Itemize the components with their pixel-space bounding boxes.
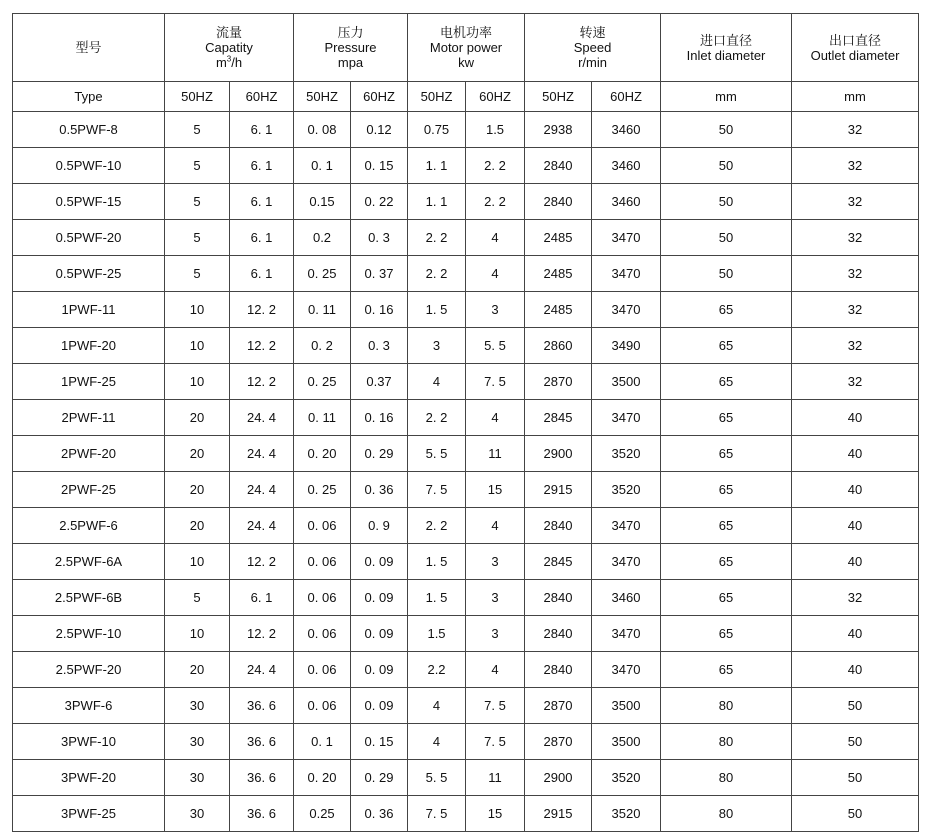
cell-pressure-60hz: 0. 3	[351, 328, 408, 364]
cell-pressure-60hz: 0. 09	[351, 652, 408, 688]
cell-speed-50hz: 2845	[525, 544, 592, 580]
cell-speed-50hz: 2915	[525, 796, 592, 832]
cell-pressure-60hz: 0. 09	[351, 580, 408, 616]
cell-flow-50hz: 10	[165, 328, 230, 364]
header-outlet	[792, 14, 919, 82]
header-power-en: Motor power	[429, 40, 503, 55]
table-row	[13, 184, 919, 220]
cell-pressure-50hz: 0. 06	[294, 616, 351, 652]
header-flow-unit: $m^3/h$	[215, 54, 243, 70]
cell-power-60hz: 4	[466, 508, 525, 544]
cell-power-60hz: 1.5	[466, 112, 525, 148]
header-pressure-unit: mpa	[337, 55, 364, 70]
cell-pressure-50hz: 0. 25	[294, 364, 351, 400]
header-row	[13, 14, 919, 82]
cell-flow-50hz: 5	[165, 580, 230, 616]
cell-power-50hz: 2. 2	[408, 220, 466, 256]
subheader-speed-50hz: 50HZ	[525, 82, 592, 112]
cell-speed-50hz: 2900	[525, 436, 592, 472]
cell-flow-60hz: 36. 6	[230, 724, 294, 760]
cell-pressure-60hz: 0. 16	[351, 292, 408, 328]
cell-model: 2.5PWF-6A	[13, 544, 165, 580]
cell-pressure-60hz: 0. 22	[351, 184, 408, 220]
subheader-power-50hz: 50HZ	[408, 82, 466, 112]
cell-pressure-50hz: 0. 25	[294, 256, 351, 292]
cell-outlet-diameter: 32	[792, 328, 919, 364]
cell-power-50hz: 0.75	[408, 112, 466, 148]
cell-inlet-diameter: 80	[661, 796, 792, 832]
cell-speed-50hz: 2840	[525, 580, 592, 616]
table-row	[13, 436, 919, 472]
cell-speed-60hz: 3470	[592, 508, 661, 544]
header-flow-en: Capatity	[205, 40, 253, 55]
cell-inlet-diameter: 65	[661, 544, 792, 580]
cell-pressure-50hz: 0. 06	[294, 652, 351, 688]
cell-outlet-diameter: 32	[792, 112, 919, 148]
cell-pressure-60hz: 0. 29	[351, 760, 408, 796]
header-power	[408, 14, 525, 82]
cell-flow-60hz: 36. 6	[230, 796, 294, 832]
subheader-outlet-unit: mm	[792, 82, 919, 112]
cell-model: 2.5PWF-6	[13, 508, 165, 544]
cell-flow-50hz: 5	[165, 220, 230, 256]
cell-inlet-diameter: 65	[661, 400, 792, 436]
cell-speed-60hz: 3500	[592, 364, 661, 400]
table-row	[13, 472, 919, 508]
cell-inlet-diameter: 50	[661, 148, 792, 184]
cell-pressure-60hz: 0. 29	[351, 436, 408, 472]
cell-power-60hz: 7. 5	[466, 688, 525, 724]
cell-speed-60hz: 3520	[592, 796, 661, 832]
cell-power-50hz: 2.2	[408, 652, 466, 688]
cell-pressure-60hz: 0.12	[351, 112, 408, 148]
cell-inlet-diameter: 65	[661, 364, 792, 400]
subheader-speed-60hz: 60HZ	[592, 82, 661, 112]
cell-power-60hz: 4	[466, 652, 525, 688]
subheader-type: Type	[13, 82, 165, 112]
cell-speed-60hz: 3470	[592, 292, 661, 328]
cell-pressure-50hz: 0. 06	[294, 508, 351, 544]
cell-pressure-50hz: 0. 06	[294, 688, 351, 724]
header-inlet-en: Inlet diameter	[686, 47, 766, 63]
subheader-flow-50hz: 50HZ	[165, 82, 230, 112]
cell-speed-60hz: 3500	[592, 724, 661, 760]
cell-inlet-diameter: 65	[661, 436, 792, 472]
cell-speed-50hz: 2840	[525, 184, 592, 220]
header-outlet-cn: 出口直径	[829, 32, 882, 48]
header-model	[13, 14, 165, 82]
cell-pressure-60hz: 0. 09	[351, 688, 408, 724]
cell-pressure-60hz: 0. 09	[351, 616, 408, 652]
cell-outlet-diameter: 32	[792, 220, 919, 256]
cell-inlet-diameter: 65	[661, 472, 792, 508]
cell-outlet-diameter: 40	[792, 652, 919, 688]
cell-speed-50hz: 2485	[525, 292, 592, 328]
table-row	[13, 400, 919, 436]
cell-flow-60hz: 12. 2	[230, 544, 294, 580]
cell-flow-50hz: 10	[165, 616, 230, 652]
cell-outlet-diameter: 32	[792, 292, 919, 328]
cell-power-60hz: 7. 5	[466, 364, 525, 400]
cell-flow-50hz: 20	[165, 508, 230, 544]
cell-power-50hz: 2. 2	[408, 400, 466, 436]
cell-speed-50hz: 2900	[525, 760, 592, 796]
cell-inlet-diameter: 50	[661, 184, 792, 220]
cell-pressure-60hz: 0. 36	[351, 472, 408, 508]
cell-pressure-50hz: 0. 20	[294, 760, 351, 796]
cell-model: 0.5PWF-8	[13, 112, 165, 148]
cell-flow-50hz: 10	[165, 292, 230, 328]
cell-power-50hz: 7. 5	[408, 796, 466, 832]
header-speed-unit: r/min	[578, 55, 607, 70]
cell-speed-50hz: 2870	[525, 688, 592, 724]
cell-outlet-diameter: 40	[792, 436, 919, 472]
cell-model: 2PWF-11	[13, 400, 165, 436]
cell-power-50hz: 1. 5	[408, 292, 466, 328]
cell-speed-50hz: 2938	[525, 112, 592, 148]
cell-power-60hz: 15	[466, 796, 525, 832]
cell-outlet-diameter: 40	[792, 400, 919, 436]
cell-outlet-diameter: 40	[792, 616, 919, 652]
subheader-flow-60hz: 60HZ	[230, 82, 294, 112]
header-pressure	[294, 14, 408, 82]
subheader-inlet-unit: mm	[661, 82, 792, 112]
cell-speed-60hz: 3470	[592, 220, 661, 256]
cell-speed-60hz: 3520	[592, 760, 661, 796]
spec-table-container	[12, 13, 919, 832]
cell-flow-50hz: 20	[165, 400, 230, 436]
cell-model: 2.5PWF-10	[13, 616, 165, 652]
cell-pressure-50hz: 0. 2	[294, 328, 351, 364]
table-row	[13, 688, 919, 724]
table-row	[13, 112, 919, 148]
cell-speed-60hz: 3460	[592, 184, 661, 220]
cell-flow-60hz: 6. 1	[230, 256, 294, 292]
cell-outlet-diameter: 40	[792, 508, 919, 544]
cell-power-50hz: 4	[408, 688, 466, 724]
cell-speed-60hz: 3460	[592, 148, 661, 184]
cell-speed-60hz: 3460	[592, 580, 661, 616]
cell-speed-60hz: 3520	[592, 472, 661, 508]
cell-speed-50hz: 2860	[525, 328, 592, 364]
cell-power-50hz: 7. 5	[408, 472, 466, 508]
cell-speed-50hz: 2840	[525, 652, 592, 688]
cell-flow-50hz: 30	[165, 724, 230, 760]
cell-pressure-60hz: 0. 3	[351, 220, 408, 256]
cell-power-60hz: 3	[466, 580, 525, 616]
cell-pressure-50hz: 0. 1	[294, 148, 351, 184]
cell-power-50hz: 2. 2	[408, 508, 466, 544]
table-row	[13, 724, 919, 760]
cell-outlet-diameter: 40	[792, 544, 919, 580]
cell-outlet-diameter: 50	[792, 760, 919, 796]
cell-flow-50hz: 20	[165, 652, 230, 688]
cell-flow-50hz: 10	[165, 364, 230, 400]
cell-flow-60hz: 6. 1	[230, 220, 294, 256]
table-row	[13, 256, 919, 292]
cell-pressure-60hz: 0. 09	[351, 544, 408, 580]
cell-flow-50hz: 5	[165, 112, 230, 148]
cell-model: 0.5PWF-15	[13, 184, 165, 220]
cell-flow-50hz: 30	[165, 760, 230, 796]
cell-pressure-50hz: 0. 11	[294, 400, 351, 436]
cell-speed-60hz: 3470	[592, 544, 661, 580]
cell-pressure-60hz: 0. 15	[351, 724, 408, 760]
cell-speed-60hz: 3460	[592, 112, 661, 148]
table-row	[13, 760, 919, 796]
cell-speed-60hz: 3490	[592, 328, 661, 364]
cell-pressure-50hz: 0. 20	[294, 436, 351, 472]
cell-outlet-diameter: 32	[792, 148, 919, 184]
table-row	[13, 652, 919, 688]
cell-pressure-60hz: 0. 36	[351, 796, 408, 832]
cell-speed-50hz: 2485	[525, 256, 592, 292]
cell-outlet-diameter: 32	[792, 580, 919, 616]
cell-pressure-50hz: 0.15	[294, 184, 351, 220]
cell-power-60hz: 3	[466, 544, 525, 580]
cell-pressure-50hz: 0. 25	[294, 472, 351, 508]
subheader-row	[13, 82, 919, 112]
cell-flow-50hz: 20	[165, 472, 230, 508]
cell-inlet-diameter: 80	[661, 724, 792, 760]
cell-flow-60hz: 36. 6	[230, 760, 294, 796]
cell-inlet-diameter: 80	[661, 760, 792, 796]
cell-flow-60hz: 12. 2	[230, 292, 294, 328]
cell-speed-60hz: 3470	[592, 256, 661, 292]
table-row	[13, 292, 919, 328]
cell-pressure-50hz: 0. 08	[294, 112, 351, 148]
cell-speed-60hz: 3470	[592, 652, 661, 688]
cell-speed-60hz: 3470	[592, 400, 661, 436]
cell-power-60hz: 7. 5	[466, 724, 525, 760]
header-power-cn: 电机功率	[440, 25, 493, 40]
header-inlet-cn: 进口直径	[700, 32, 753, 48]
cell-outlet-diameter: 50	[792, 796, 919, 832]
cell-flow-50hz: 10	[165, 544, 230, 580]
cell-flow-60hz: 24. 4	[230, 472, 294, 508]
cell-flow-50hz: 20	[165, 436, 230, 472]
cell-outlet-diameter: 32	[792, 184, 919, 220]
header-inlet	[661, 14, 792, 82]
cell-power-50hz: 3	[408, 328, 466, 364]
cell-speed-60hz: 3500	[592, 688, 661, 724]
cell-power-50hz: 5. 5	[408, 436, 466, 472]
cell-model: 3PWF-10	[13, 724, 165, 760]
cell-power-50hz: 4	[408, 364, 466, 400]
cell-power-60hz: 5. 5	[466, 328, 525, 364]
cell-flow-60hz: 24. 4	[230, 652, 294, 688]
cell-pressure-60hz: 0. 9	[351, 508, 408, 544]
cell-flow-60hz: 6. 1	[230, 580, 294, 616]
cell-flow-60hz: 6. 1	[230, 112, 294, 148]
cell-flow-60hz: 12. 2	[230, 328, 294, 364]
header-speed-en: Speed	[573, 40, 612, 55]
cell-power-60hz: 15	[466, 472, 525, 508]
cell-pressure-60hz: 0. 37	[351, 256, 408, 292]
cell-power-60hz: 4	[466, 400, 525, 436]
cell-power-60hz: 2. 2	[466, 184, 525, 220]
table-row	[13, 544, 919, 580]
table-row	[13, 220, 919, 256]
cell-flow-60hz: 12. 2	[230, 364, 294, 400]
cell-speed-50hz: 2915	[525, 472, 592, 508]
cell-model: 1PWF-11	[13, 292, 165, 328]
cell-flow-60hz: 24. 4	[230, 436, 294, 472]
cell-power-50hz: 4	[408, 724, 466, 760]
cell-flow-50hz: 5	[165, 256, 230, 292]
cell-model: 2.5PWF-20	[13, 652, 165, 688]
cell-speed-50hz: 2840	[525, 508, 592, 544]
cell-flow-50hz: 5	[165, 184, 230, 220]
cell-speed-50hz: 2840	[525, 616, 592, 652]
header-pressure-en: Pressure	[324, 40, 377, 55]
cell-flow-60hz: 12. 2	[230, 616, 294, 652]
cell-outlet-diameter: 32	[792, 364, 919, 400]
cell-pressure-50hz: 0.25	[294, 796, 351, 832]
cell-pressure-50hz: 0. 11	[294, 292, 351, 328]
header-outlet-en: Outlet diameter	[810, 47, 900, 63]
cell-power-60hz: 4	[466, 220, 525, 256]
cell-flow-60hz: 6. 1	[230, 184, 294, 220]
cell-flow-60hz: 36. 6	[230, 688, 294, 724]
cell-inlet-diameter: 65	[661, 580, 792, 616]
header-power-unit: kw	[458, 55, 474, 70]
cell-outlet-diameter: 40	[792, 472, 919, 508]
cell-inlet-diameter: 65	[661, 328, 792, 364]
cell-power-50hz: 1. 5	[408, 580, 466, 616]
cell-flow-60hz: 24. 4	[230, 508, 294, 544]
cell-model: 1PWF-20	[13, 328, 165, 364]
table-row	[13, 328, 919, 364]
cell-power-60hz: 2. 2	[466, 148, 525, 184]
header-flow	[165, 14, 294, 82]
cell-inlet-diameter: 50	[661, 112, 792, 148]
cell-power-60hz: 11	[466, 760, 525, 796]
cell-power-50hz: 1. 1	[408, 184, 466, 220]
cell-model: 0.5PWF-10	[13, 148, 165, 184]
cell-pressure-60hz: 0. 16	[351, 400, 408, 436]
cell-inlet-diameter: 65	[661, 616, 792, 652]
cell-speed-60hz: 3470	[592, 616, 661, 652]
cell-outlet-diameter: 50	[792, 688, 919, 724]
header-pressure-cn: 压力	[337, 25, 364, 40]
cell-model: 2PWF-25	[13, 472, 165, 508]
cell-speed-50hz: 2840	[525, 148, 592, 184]
cell-model: 3PWF-20	[13, 760, 165, 796]
cell-flow-60hz: 6. 1	[230, 148, 294, 184]
cell-model: 0.5PWF-20	[13, 220, 165, 256]
table-row	[13, 364, 919, 400]
subheader-pressure-60hz: 60HZ	[351, 82, 408, 112]
cell-power-60hz: 3	[466, 292, 525, 328]
cell-pressure-50hz: 0. 1	[294, 724, 351, 760]
cell-inlet-diameter: 80	[661, 688, 792, 724]
cell-inlet-diameter: 65	[661, 652, 792, 688]
cell-power-50hz: 1.5	[408, 616, 466, 652]
cell-model: 2PWF-20	[13, 436, 165, 472]
cell-power-50hz: 1. 5	[408, 544, 466, 580]
cell-power-60hz: 4	[466, 256, 525, 292]
cell-inlet-diameter: 65	[661, 292, 792, 328]
cell-power-50hz: 2. 2	[408, 256, 466, 292]
cell-flow-60hz: 24. 4	[230, 400, 294, 436]
table-row	[13, 508, 919, 544]
table-row	[13, 796, 919, 832]
pump-spec-table	[12, 13, 919, 832]
cell-pressure-60hz: 0.37	[351, 364, 408, 400]
cell-power-50hz: 5. 5	[408, 760, 466, 796]
cell-speed-50hz: 2485	[525, 220, 592, 256]
cell-pressure-50hz: 0. 06	[294, 544, 351, 580]
subheader-pressure-50hz: 50HZ	[294, 82, 351, 112]
header-speed	[525, 14, 661, 82]
cell-inlet-diameter: 50	[661, 220, 792, 256]
cell-model: 3PWF-25	[13, 796, 165, 832]
cell-speed-50hz: 2870	[525, 364, 592, 400]
cell-inlet-diameter: 65	[661, 508, 792, 544]
table-row	[13, 616, 919, 652]
cell-power-60hz: 11	[466, 436, 525, 472]
cell-inlet-diameter: 50	[661, 256, 792, 292]
cell-power-50hz: 1. 1	[408, 148, 466, 184]
table-row	[13, 580, 919, 616]
cell-model: 3PWF-6	[13, 688, 165, 724]
subheader-power-60hz: 60HZ	[466, 82, 525, 112]
cell-flow-50hz: 30	[165, 796, 230, 832]
cell-pressure-50hz: 0.2	[294, 220, 351, 256]
cell-outlet-diameter: 32	[792, 256, 919, 292]
header-model-label: 型号	[75, 40, 102, 55]
cell-speed-60hz: 3520	[592, 436, 661, 472]
header-speed-cn: 转速	[579, 25, 606, 40]
cell-model: 2.5PWF-6B	[13, 580, 165, 616]
cell-outlet-diameter: 50	[792, 724, 919, 760]
table-row	[13, 148, 919, 184]
cell-flow-50hz: 5	[165, 148, 230, 184]
cell-model: 0.5PWF-25	[13, 256, 165, 292]
cell-speed-50hz: 2845	[525, 400, 592, 436]
cell-pressure-60hz: 0. 15	[351, 148, 408, 184]
cell-speed-50hz: 2870	[525, 724, 592, 760]
cell-power-60hz: 3	[466, 616, 525, 652]
cell-flow-50hz: 30	[165, 688, 230, 724]
cell-model: 1PWF-25	[13, 364, 165, 400]
header-flow-cn: 流量	[216, 25, 243, 40]
cell-pressure-50hz: 0. 06	[294, 580, 351, 616]
